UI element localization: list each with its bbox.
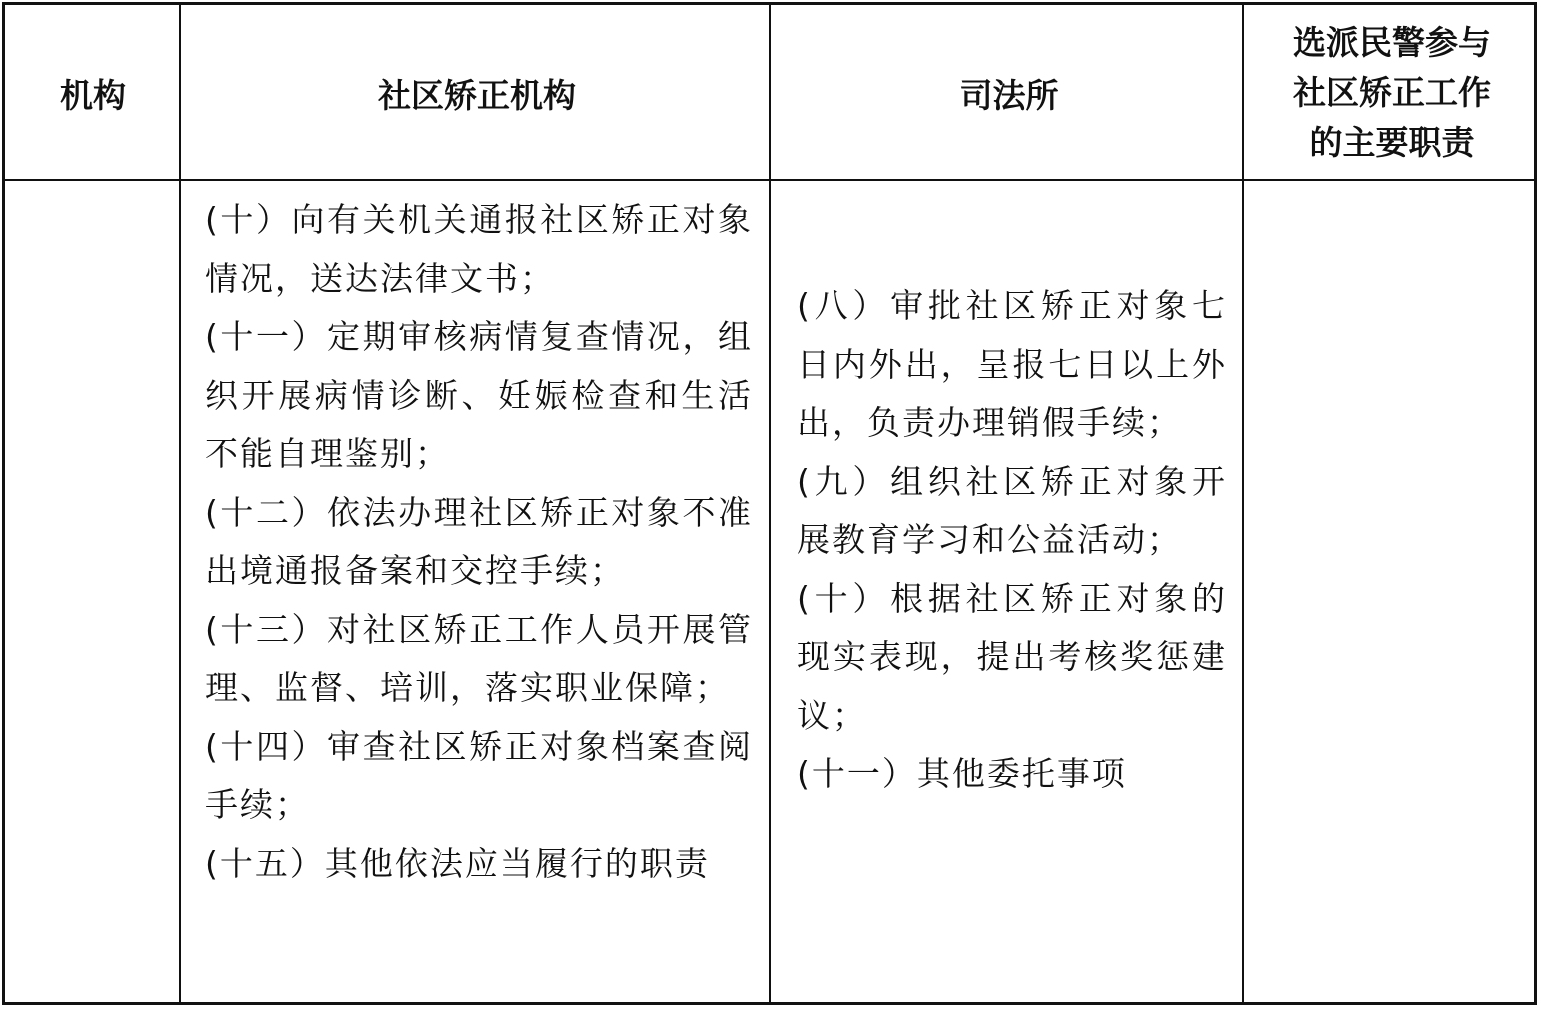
shequ-jiaozheng-duties-cell [205,183,753,1002]
duty-item: (十四）审查社区矫正对象档案查阅手续； [205,726,753,824]
duties-table [2,2,1537,1005]
duty-item: (十五）其他依法应当履行的职责 [205,843,710,883]
duty-item: (九）组织社区矫正对象开展教育学习和公益活动； [797,461,1227,559]
header-sifasuo [773,5,1245,181]
header-shequ-jiaozheng-text: 社区矫正机构 [378,75,576,115]
header-sifasuo-text: 司法所 [959,75,1059,115]
sifasuo-duties-cell [797,277,1227,1002]
duty-item: (十二）依法办理社区矫正对象不准出境通报备案和交控手续； [205,492,753,590]
duty-item: (十一）定期审核病情复查情况，组织开展病情诊断、妊娠检查和生活不能自理鉴别； [205,317,753,473]
header-shequ-jiaozheng [183,5,771,181]
header-minjing-duties [1247,5,1537,181]
header-minjing-line: 选派民警参与 [1293,23,1491,62]
duty-item: (八）审批社区矫正对象七日内外出，呈报七日以上外出，负责办理销假手续； [797,286,1227,442]
header-jigou [5,5,181,181]
header-minjing-line: 社区矫正工作 [1293,73,1491,112]
duty-item: (十）根据社区矫正对象的现实表现，提出考核奖惩建议； [797,578,1227,735]
duty-item: (十一）其他委托事项 [797,754,1127,793]
header-jigou-text: 机构 [60,75,126,115]
duty-item: (十三）对社区矫正工作人员开展管理、监督、培训，落实职业保障； [205,609,753,707]
header-minjing-line: 的主要职责 [1309,123,1475,162]
duty-item: (十）向有关机关通报社区矫正对象情况，送达法律文书； [205,200,753,298]
